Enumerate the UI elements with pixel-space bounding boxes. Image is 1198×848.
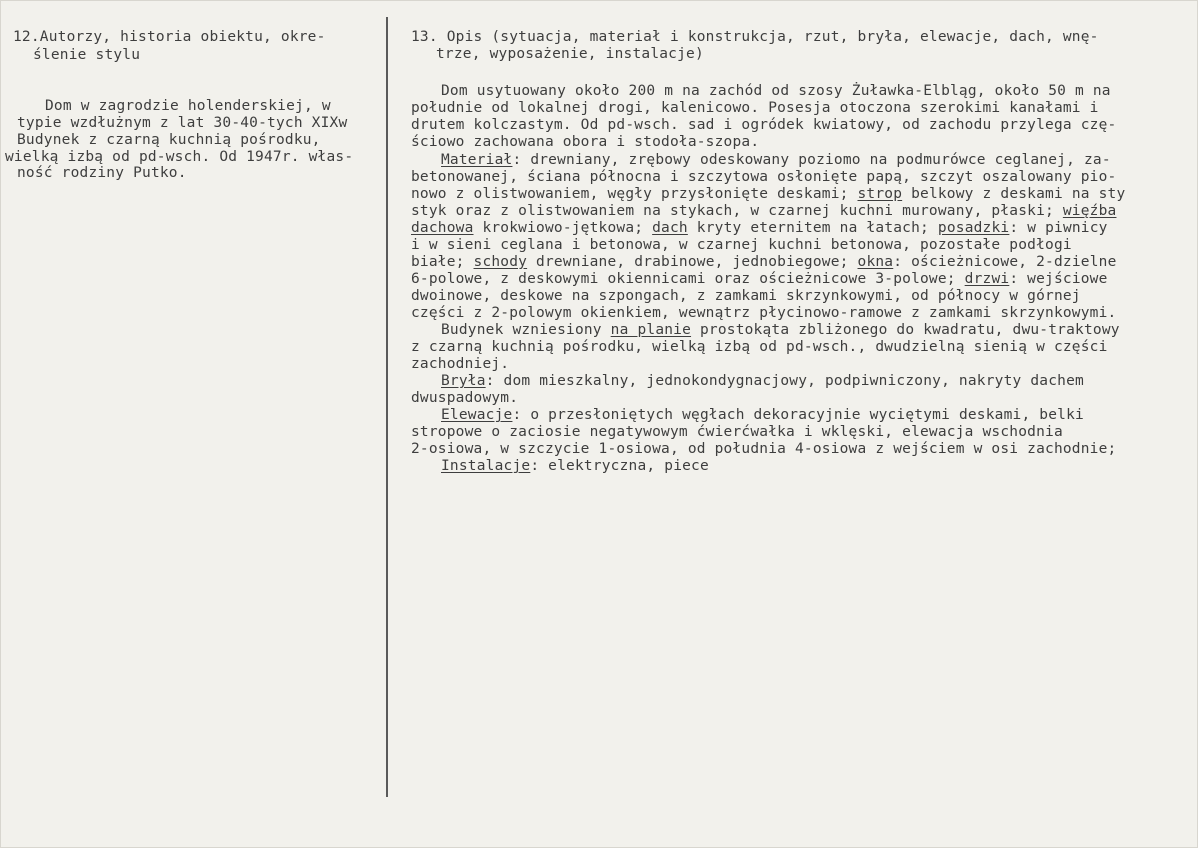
description-line: drutem kolczastym. Od pd-wsch. sad i ogródek kwiatowy, od zachodu przylega czę- — [411, 117, 1117, 133]
material-text: : wejściowe — [1009, 271, 1108, 287]
elewacje-line-3: 2-osiowa, w szczycie 1-osiowa, od południa 4-osiowa z wejściem w osi zachodnie; — [411, 441, 1117, 457]
material-line-7 — [411, 253, 1117, 271]
plan-line-1 — [441, 321, 1120, 339]
section-12-body-line: typie wzdłużnym z lat 30-40-tych XIXw — [17, 115, 348, 131]
section-12-body-line: Budynek z czarną kuchnią pośrodku, — [17, 132, 321, 148]
description-line: Dom usytuowany około 200 m na zachód od szosy Żuławka-Elbląg, około 50 m na — [441, 83, 1111, 99]
material-line-8 — [411, 270, 1108, 288]
plan-label: na planie — [610, 322, 692, 338]
section-12-heading-line-1: 12.Autorzy, historia obiektu, okre- — [13, 29, 326, 45]
material-line-5 — [411, 219, 1108, 237]
material-line-6: i w sieni ceglana i betonowa, w czarnej kuchni betonowa, pozostałe podłogi — [411, 237, 1072, 253]
material-label: Materiał — [441, 152, 513, 168]
bryla-text: : dom mieszkalny, jednokondygnacjowy, podpiwniczony, nakryty dachem — [485, 373, 1084, 389]
bryla-line-1 — [441, 372, 1084, 390]
plan-line-2: z czarną kuchnią pośrodku, wielką izbą od pd-wsch., dwudzielną sienią w części — [411, 339, 1108, 355]
section-13-heading-line-2: trze, wyposażenie, instalacje) — [436, 46, 704, 62]
bryla-label: Bryła — [441, 373, 486, 389]
section-12-body-line: ność rodziny Putko. — [17, 165, 187, 181]
drzwi-label: drzwi — [964, 271, 1010, 287]
wiezba-label: więźba — [1062, 203, 1117, 219]
material-text: krokwiowo-jętkowa; — [473, 220, 653, 236]
material-text: styk oraz z olistwowaniem na stykach, w czarnej kuchni murowany, płaski; — [411, 203, 1063, 219]
elewacje-label: Elewacje — [441, 407, 513, 423]
plan-line-3: zachodniej. — [411, 356, 510, 372]
column-divider — [386, 17, 388, 797]
plan-text: Budynek wzniesiony — [441, 322, 611, 338]
strop-label: strop — [857, 186, 903, 202]
schody-label: schody — [473, 254, 528, 270]
instalacje-label: Instalacje — [441, 458, 531, 474]
posadzki-label: posadzki — [937, 220, 1010, 236]
material-line-3 — [411, 185, 1125, 203]
elewacje-line-2: stropowe o zaciosie negatywowym ćwierćwałka i wklęski, elewacja wschodnia — [411, 424, 1063, 440]
material-text: białe; — [411, 254, 474, 270]
material-line-2: betonowanej, ściana północna i szczytowa osłonięte papą, szczyt oszalowany pio- — [411, 169, 1117, 185]
plan-text: prostokąta zbliżonego do kwadratu, dwu-traktowy — [691, 322, 1120, 338]
instalacje-line — [441, 457, 709, 475]
material-text: : w piwnicy — [1009, 220, 1108, 236]
material-text: 6-polowe, z deskowymi okiennicami oraz ościeżnicowe 3-polowe; — [411, 271, 965, 287]
material-text: drewniane, drabinowe, jednobiegowe; — [527, 254, 858, 270]
elewacje-text: : o przesłoniętych węgłach dekoracyjnie wyciętymi deskami, belki — [512, 407, 1084, 423]
section-12-heading-line-2: ślenie stylu — [33, 47, 141, 63]
material-text: : drewniany, zrębowy odeskowany poziomo na podmurówce ceglanej, za- — [512, 152, 1111, 168]
section-13-heading-line-1: 13. Opis (sytuacja, materiał i konstrukcja, rzut, bryła, elewacje, dach, wnę- — [411, 29, 1099, 45]
description-line: południe od lokalnej drogi, kalenicowo. Posesja otoczona szerokimi kanałami i — [411, 100, 1099, 116]
bryla-line-2: dwuspadowym. — [411, 390, 519, 406]
material-text: kryty eternitem na łatach; — [687, 220, 938, 236]
okna-label: okna — [857, 254, 894, 270]
description-line: ściowo zachowana obora i stodoła-szopa. — [411, 134, 760, 150]
material-text: belkowy z deskami na sty — [902, 186, 1126, 202]
instalacje-text: : elektryczna, piece — [530, 458, 709, 474]
dach-label: dach — [652, 220, 688, 236]
material-line-9: dwoinowe, deskowe na szpongach, z zamkami skrzynkowymi, od północy w górnej — [411, 288, 1081, 304]
elewacje-line-1 — [441, 406, 1084, 424]
material-line-1 — [441, 151, 1111, 169]
material-text: nowo z olistwowaniem, węgły przysłonięte deskami; — [411, 186, 858, 202]
material-text: : ościeżnicowe, 2-dzielne — [893, 254, 1117, 270]
material-line-4 — [411, 202, 1116, 220]
material-line-10: części z 2-polowym okienkiem, wewnątrz płycinowo-ramowe z zamkami skrzynkowymi. — [411, 305, 1117, 321]
dachowa-label: dachowa — [411, 220, 474, 236]
section-12-body-line: wielką izbą od pd-wsch. Od 1947r. włas- — [5, 149, 354, 165]
section-12-body-line: Dom w zagrodzie holenderskiej, w — [45, 98, 331, 114]
